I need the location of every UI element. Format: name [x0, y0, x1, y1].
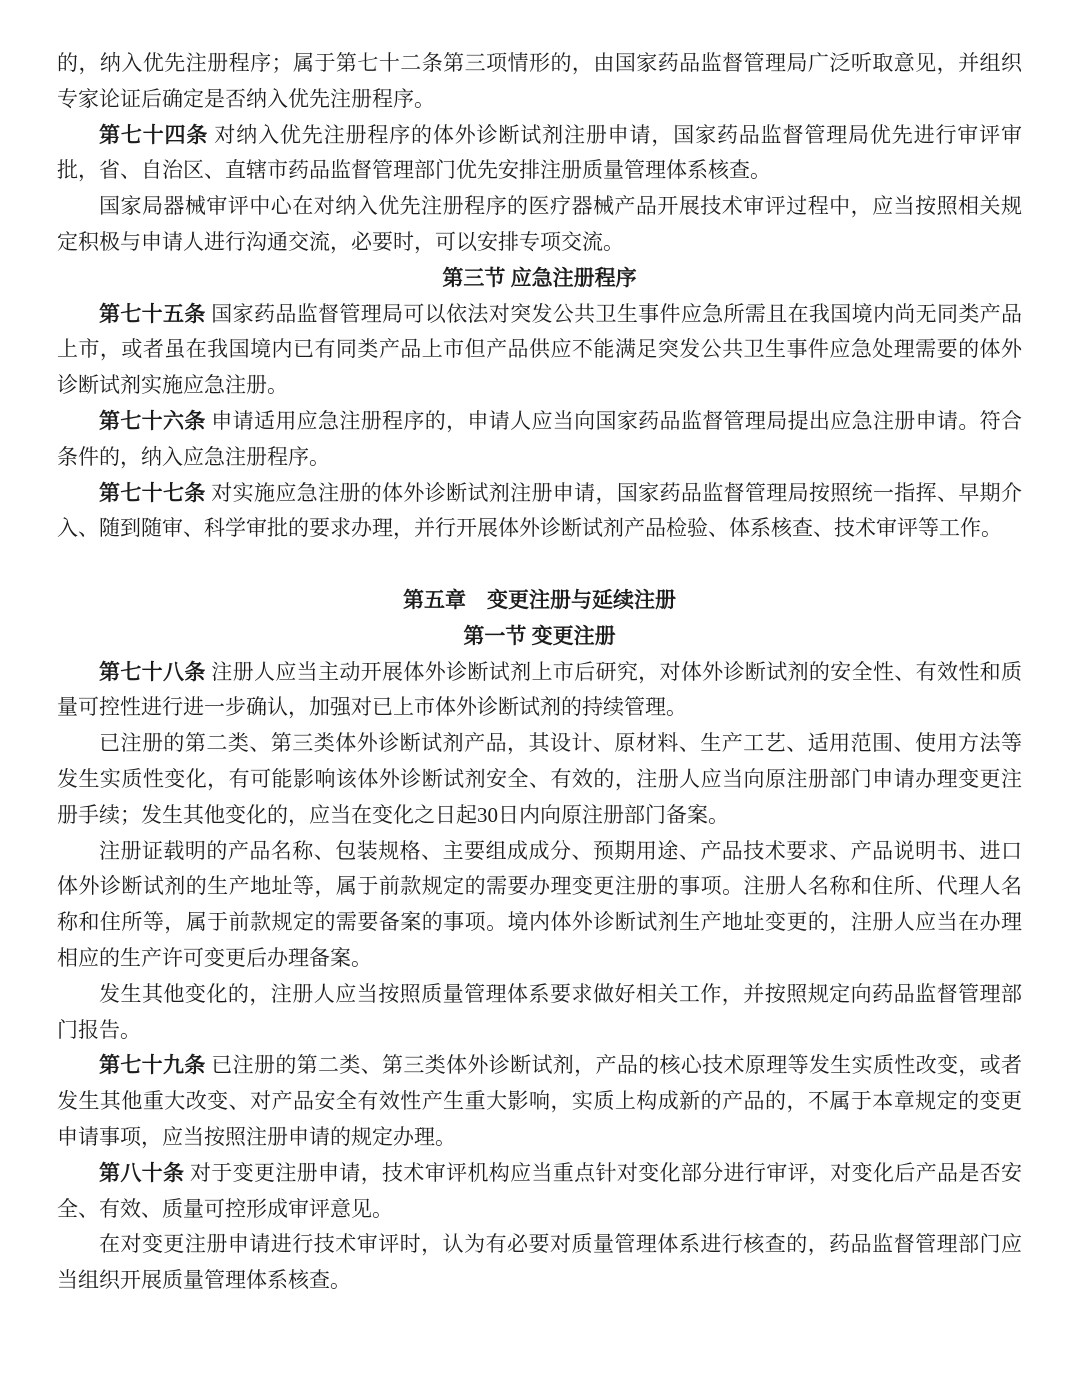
chapter-heading: 第五章 变更注册与延续注册 — [403, 587, 676, 612]
paragraph: 第七十九条 已注册的第二类、第三类体外诊断试剂，产品的核心技术原理等发生实质性改变，或者发生其他重大改变、对产品安全有效性产生重大影响，实质上构成新的产品的，不属于本章规定的变更申请事项，应当按照注册申请的规定办理。 — [57, 1053, 1023, 1149]
document-content — [57, 46, 1022, 1299]
article-number: 第七十七条 — [99, 480, 206, 505]
paragraph: 第七十七条 对实施应急注册的体外诊断试剂注册申请，国家药品监督管理局按照统一指挥、早期介入、随到随审、科学审批的要求办理，并行开展体外诊断试剂产品检验、体系核查、技术审评等工作。 — [57, 480, 1023, 541]
article-number: 第八十条 — [99, 1160, 185, 1185]
paragraph: 第七十八条 注册人应当主动开展体外诊断试剂上市后研究，对体外诊断试剂的安全性、有效性和质量可控性进行进一步确认，加强对已上市体外诊断试剂的持续管理。 — [57, 659, 1023, 720]
paragraph: 发生其他变化的，注册人应当按照质量管理体系要求做好相关工作，并按照规定向药品监督管理部门报告。 — [57, 981, 1022, 1042]
blank-line — [57, 547, 1022, 583]
paragraph: 第八十条 对于变更注册申请，技术审评机构应当重点针对变化部分进行审评，对变化后产品是否安全、有效、质量可控形成审评意见。 — [57, 1160, 1022, 1221]
section-heading: 第三节 应急注册程序 — [442, 265, 637, 290]
paragraph-continuation: 的，纳入优先注册程序；属于第七十二条第三项情形的，由国家药品监督管理局广泛听取意见，并组织专家论证后确定是否纳入优先注册程序。 — [57, 51, 1022, 111]
paragraph: 第七十六条 申请适用应急注册程序的，申请人应当向国家药品监督管理局提出应急注册申请。符合条件的，纳入应急注册程序。 — [57, 408, 1023, 469]
paragraph: 第七十四条 对纳入优先注册程序的体外诊断试剂注册申请，国家药品监督管理局优先进行审评审批，省、自治区、直辖市药品监督管理部门优先安排注册质量管理体系核查。 — [57, 122, 1023, 183]
article-number: 第七十八条 — [99, 659, 206, 684]
article-number: 第七十五条 — [99, 301, 206, 326]
article-number: 第七十九条 — [99, 1053, 206, 1078]
article-number: 第七十四条 — [99, 122, 209, 147]
section-heading: 第一节 变更注册 — [463, 623, 616, 648]
paragraph: 第七十五条 国家药品监督管理局可以依法对突发公共卫生事件应急所需且在我国境内尚无同类产品上市，或者虽在我国境内已有同类产品上市但产品供应不能满足突发公共卫生事件应急处理需要的体外诊断试剂实施应急注册。 — [57, 301, 1023, 398]
article-number: 第七十六条 — [99, 408, 206, 433]
paragraph: 注册证载明的产品名称、包装规格、主要组成成分、预期用途、产品技术要求、产品说明书、进口体外诊断试剂的生产地址等，属于前款规定的需要办理变更注册的事项。注册人名称和住所、代理人名称和住所等，属于前款规定的需要备案的事项。境内体外诊断试剂生产地址变更的，注册人应当在办理相应的生产许可变更后办理备案。 — [57, 838, 1022, 970]
paragraph: 在对变更注册申请进行技术审评时，认为有必要对质量管理体系进行核查的，药品监督管理部门应当组织开展质量管理体系核查。 — [57, 1232, 1022, 1293]
paragraph: 国家局器械审评中心在对纳入优先注册程序的医疗器械产品开展技术审评过程中，应当按照相关规定积极与申请人进行沟通交流，必要时，可以安排专项交流。 — [57, 194, 1022, 254]
paragraph: 已注册的第二类、第三类体外诊断试剂产品，其设计、原材料、生产工艺、适用范围、使用方法等发生实质性变化，有可能影响该体外诊断试剂安全、有效的，注册人应当向原注册部门申请办理变更注册手续；发生其他变化的，应当在变化之日起30日内向原注册部门备案。 — [57, 731, 1022, 827]
